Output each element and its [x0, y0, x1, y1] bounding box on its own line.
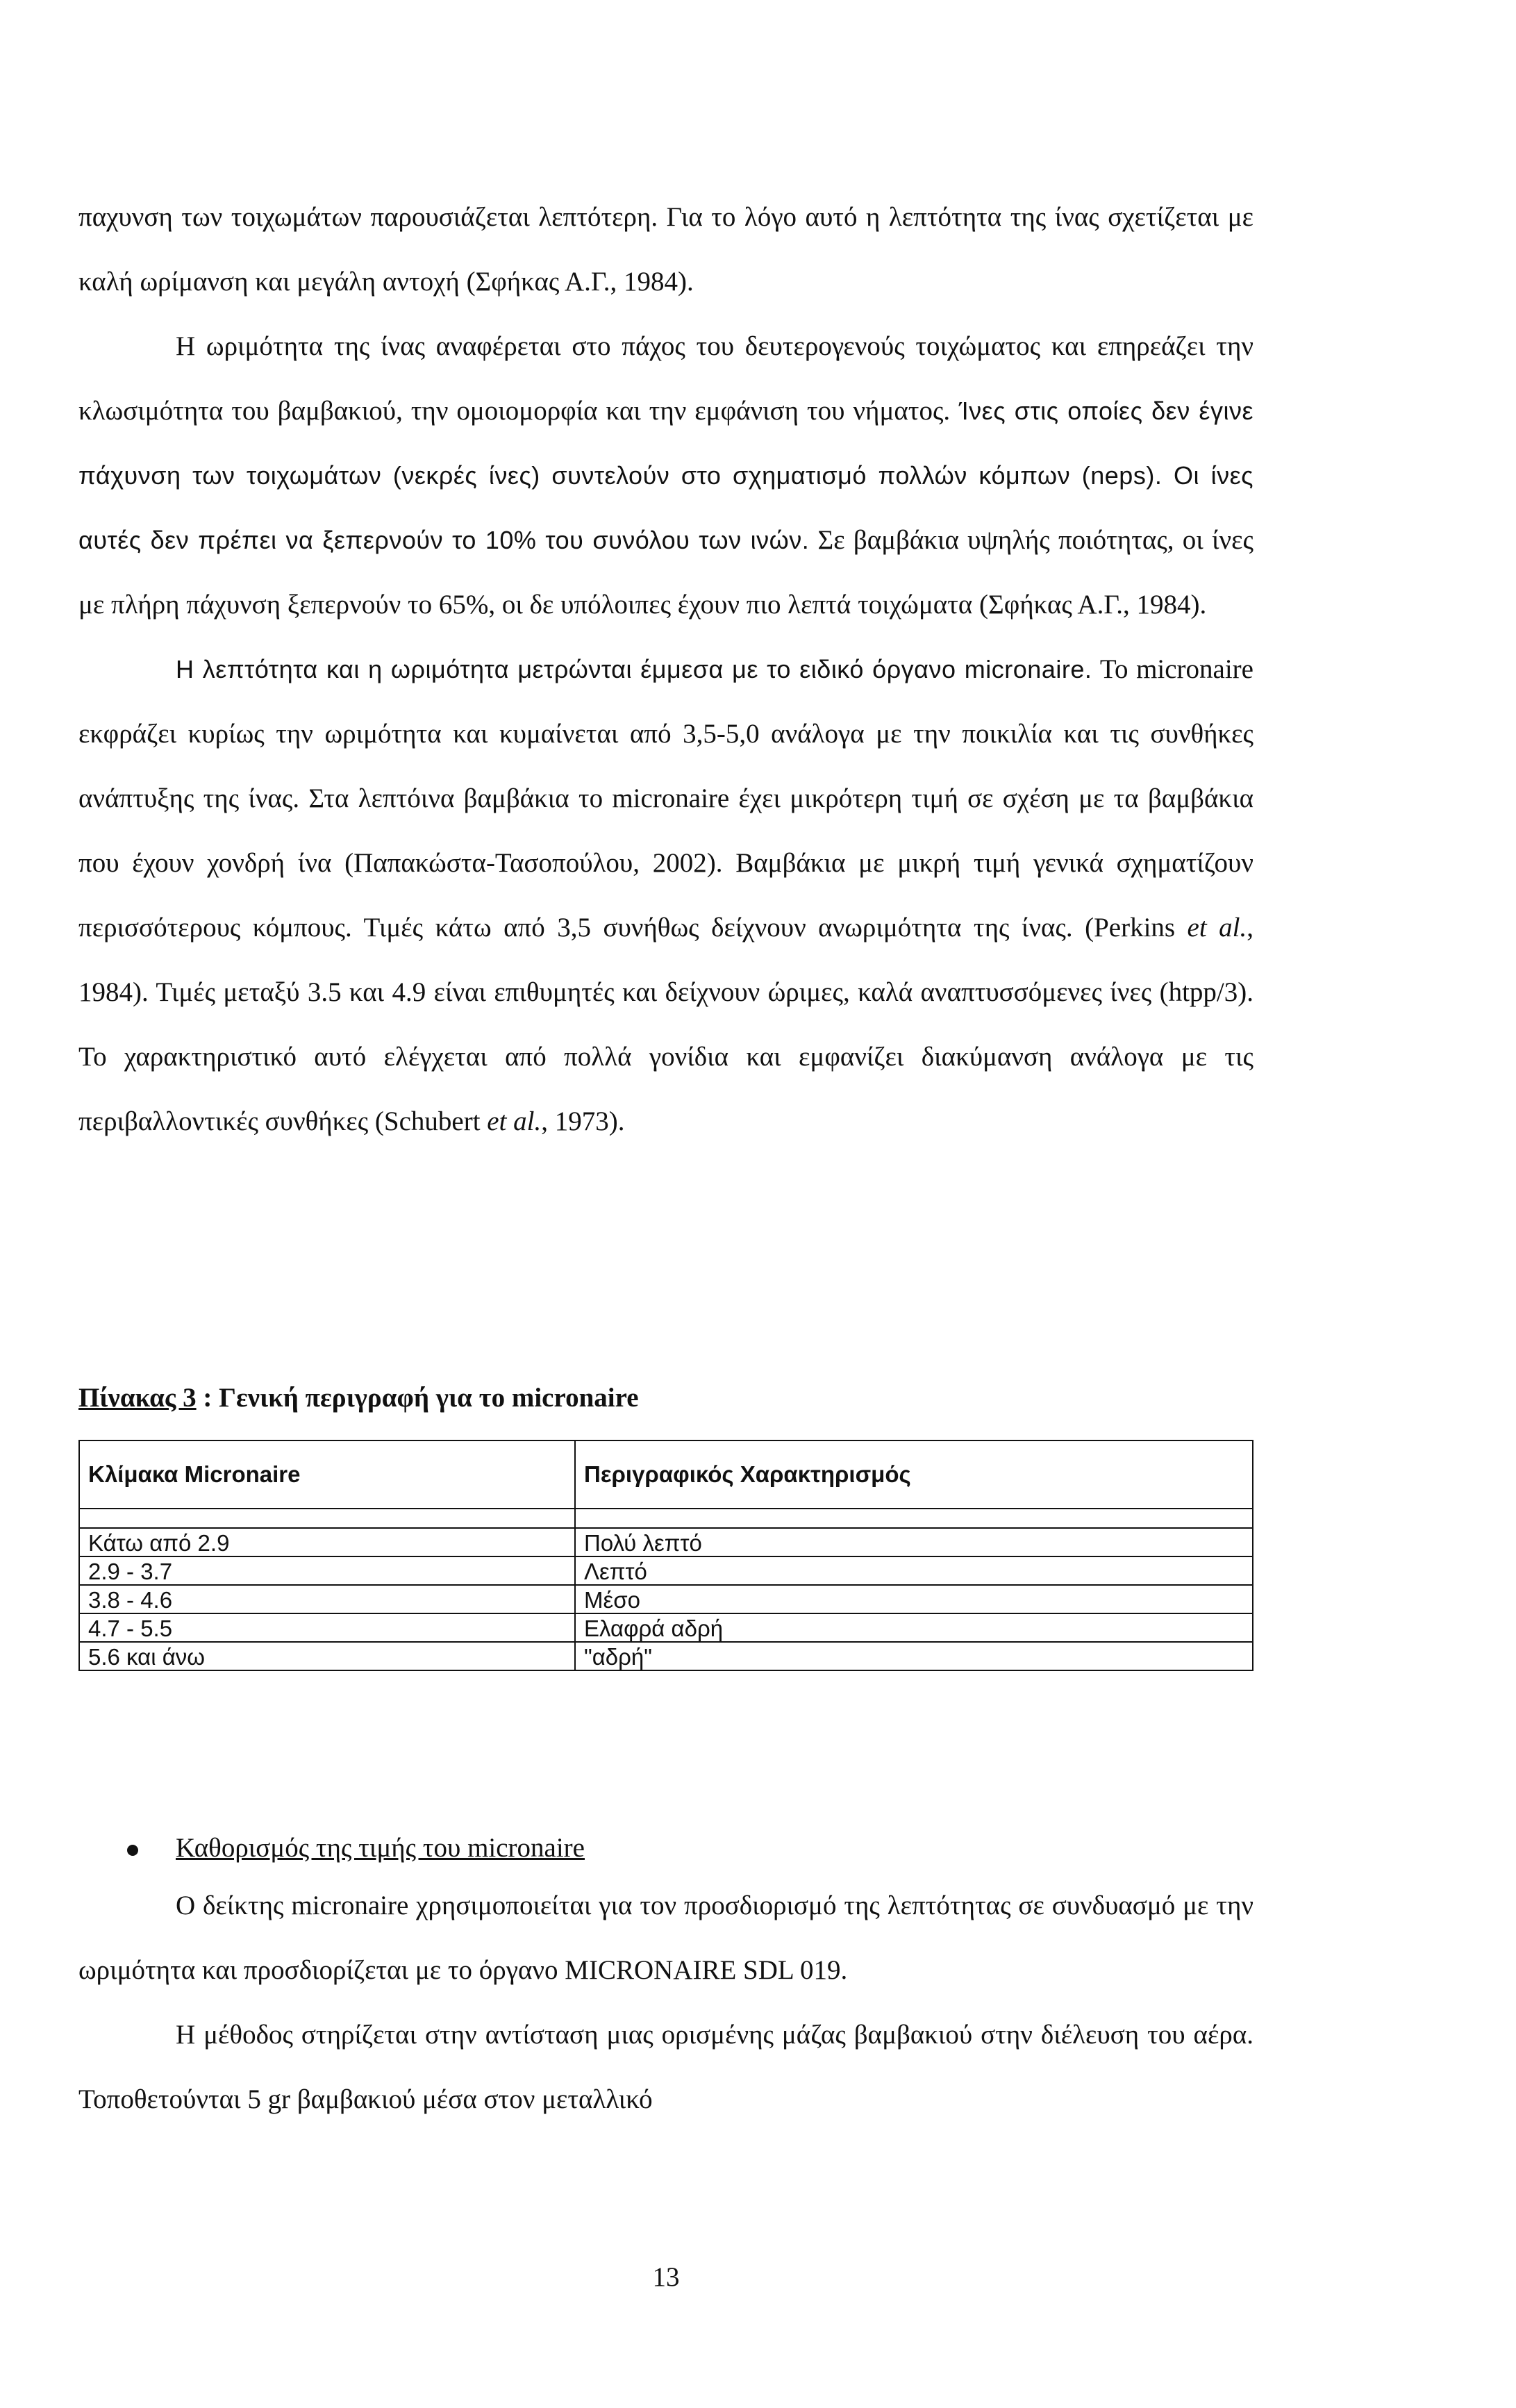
table-cell-description: Πολύ λεπτό — [575, 1528, 1253, 1556]
paragraph-text: Στα λεπτόινα βαμβάκια το micronaire έχει μικρότερη τιμή σε σχέση με τα βαμβάκια που έχουν χονδρή ίνα (Παπακώστα-Τασοπούλου, 2002). Βαμβάκια με μικρή τιμή γενικά σχηματίζουν περισσότερους κόμπους. Τιμές κάτω από 3,5 συνήθως δείχνουν ανωριμότητα της ίνας. (Perkins — [78, 783, 1254, 943]
paragraph-text: Ίνες στις οποίες δεν έγινε πάχυνση των τοιχωμάτων (νεκρές ίνες) συντελούν στο σχηματισμό πολλών κόμπων (neps). Οι ίνες αυτές δεν πρέπει να ξεπερνούν το 10% του συνόλου των ινών. — [78, 397, 1253, 554]
table-cell-description: Λεπτό — [575, 1556, 1253, 1585]
table-caption-label: Πίνακας 3 — [78, 1383, 197, 1413]
table-caption-title: Γενική περιγραφή για το micronaire — [219, 1383, 639, 1413]
table-header-cell: Περιγραφικός Χαρακτηρισμός — [575, 1440, 1253, 1509]
section-heading-text: Καθορισμός της τιμής του micronaire — [176, 1833, 585, 1863]
table-row — [79, 1613, 1253, 1642]
paragraph-continued — [78, 185, 1253, 314]
citation-italic: et al. — [487, 1106, 542, 1136]
table-row — [79, 1556, 1253, 1585]
paragraph-text: Το micronaire εκφράζει κυρίως την ωριμότητα και κυμαίνεται από 3,5-5,0 ανάλογα με την ποικιλία και τις συνθήκες ανάπτυξης της ίνας. — [78, 654, 1253, 813]
table-cell-range: 2.9 - 3.7 — [79, 1556, 575, 1585]
paragraph-text: , 1984). Τιμές μεταξύ 3.5 και 4.9 είναι επιθυμητές και δείχνουν ώριμες, καλά αναπτυσσόμενες ίνες (htpp/3). Το χαρακτηριστικό αυτό ελέγχεται από πολλά γονίδια και εμφανίζει διακύμανση ανάλογα με τις περιβαλλοντικές συνθήκες (Schubert — [78, 913, 1253, 1136]
paragraph-text: Σε βαμβάκια υψηλής ποιότητας, οι ίνες με πλήρη πάχυνση ξεπερνούν το 65%, οι δε υπόλοιπες έχουν πιο λεπτά τοιχώματα (Σφήκας Α.Γ., 1984). — [78, 525, 1253, 620]
paragraph-text: Η ωριμότητα της ίνας αναφέρεται στο πάχος του δευτερογενούς τοιχώματος και επηρεάζει την κλωσιμότητα του βαμβακιού, την ομοιομορφία και την εμφάνιση του νήματος. — [78, 331, 1253, 426]
paragraph-text: Ο δείκτης micronaire χρησιμοποιείται για τον προσδιορισμό της λεπτότητας σε συνδυασμό με την ωριμότητα και προσδιορίζεται με το όργανο MICRONAIRE SDL 019. — [78, 1891, 1253, 1985]
paragraph-text: παχυνση των τοιχωμάτων παρουσιάζεται λεπτότερη. Για το λόγο αυτό η λεπτότητα της ίνας σχετίζεται με καλή ωρίμανση και μεγάλη αντοχή (Σφήκας Α.Γ., 1984). — [78, 202, 1253, 297]
table-cell-range: 5.6 και άνω — [79, 1642, 575, 1670]
citation-italic: et al. — [1187, 913, 1247, 943]
table-spacer-cell — [79, 1509, 575, 1528]
table-row — [79, 1585, 1253, 1613]
section-heading — [127, 1816, 585, 1880]
table-spacer-cell — [575, 1509, 1253, 1528]
table-row — [79, 1528, 1253, 1556]
paragraph-text: Η μέθοδος στηρίζεται στην αντίσταση μιας ορισμένης μάζας βαμβακιού στην διέλευση του αέρα. Τοποθετούνται 5 gr βαμβακιού μέσα στον μεταλλικό — [78, 2020, 1253, 2114]
paragraph-maturity — [78, 314, 1253, 637]
table-cell-description: Ελαφρά αδρή — [575, 1613, 1253, 1642]
table-spacer-row — [79, 1509, 1253, 1528]
table-row — [79, 1642, 1253, 1670]
table-cell-description: "αδρή" — [575, 1642, 1253, 1670]
paragraph-text: Η λεπτότητα και η ωριμότητα μετρώνται έμμεσα με το ειδικό όργανο micronaire. — [176, 655, 1092, 683]
table-cell-range: 4.7 - 5.5 — [79, 1613, 575, 1642]
body-text-top — [78, 185, 1253, 1154]
document-page — [78, 0, 1253, 2408]
table-header-row — [79, 1440, 1253, 1509]
paragraph-micronaire — [78, 637, 1253, 1154]
table-cell-range: Κάτω από 2.9 — [79, 1528, 575, 1556]
bullet-icon — [127, 1845, 138, 1856]
table-caption — [78, 1382, 639, 1413]
paragraph-method — [78, 2002, 1253, 2132]
paragraph-index — [78, 1873, 1253, 2002]
micronaire-table — [78, 1440, 1253, 1671]
table-header-cell: Κλίμακα Micronaire — [79, 1440, 575, 1509]
page-number: 13 — [652, 2262, 680, 2292]
table-cell-description: Μέσο — [575, 1585, 1253, 1613]
body-text-bottom — [78, 1873, 1253, 2132]
table-cell-range: 3.8 - 4.6 — [79, 1585, 575, 1613]
paragraph-text: , 1973). — [541, 1106, 625, 1136]
table-caption-separator: : — [196, 1383, 219, 1413]
